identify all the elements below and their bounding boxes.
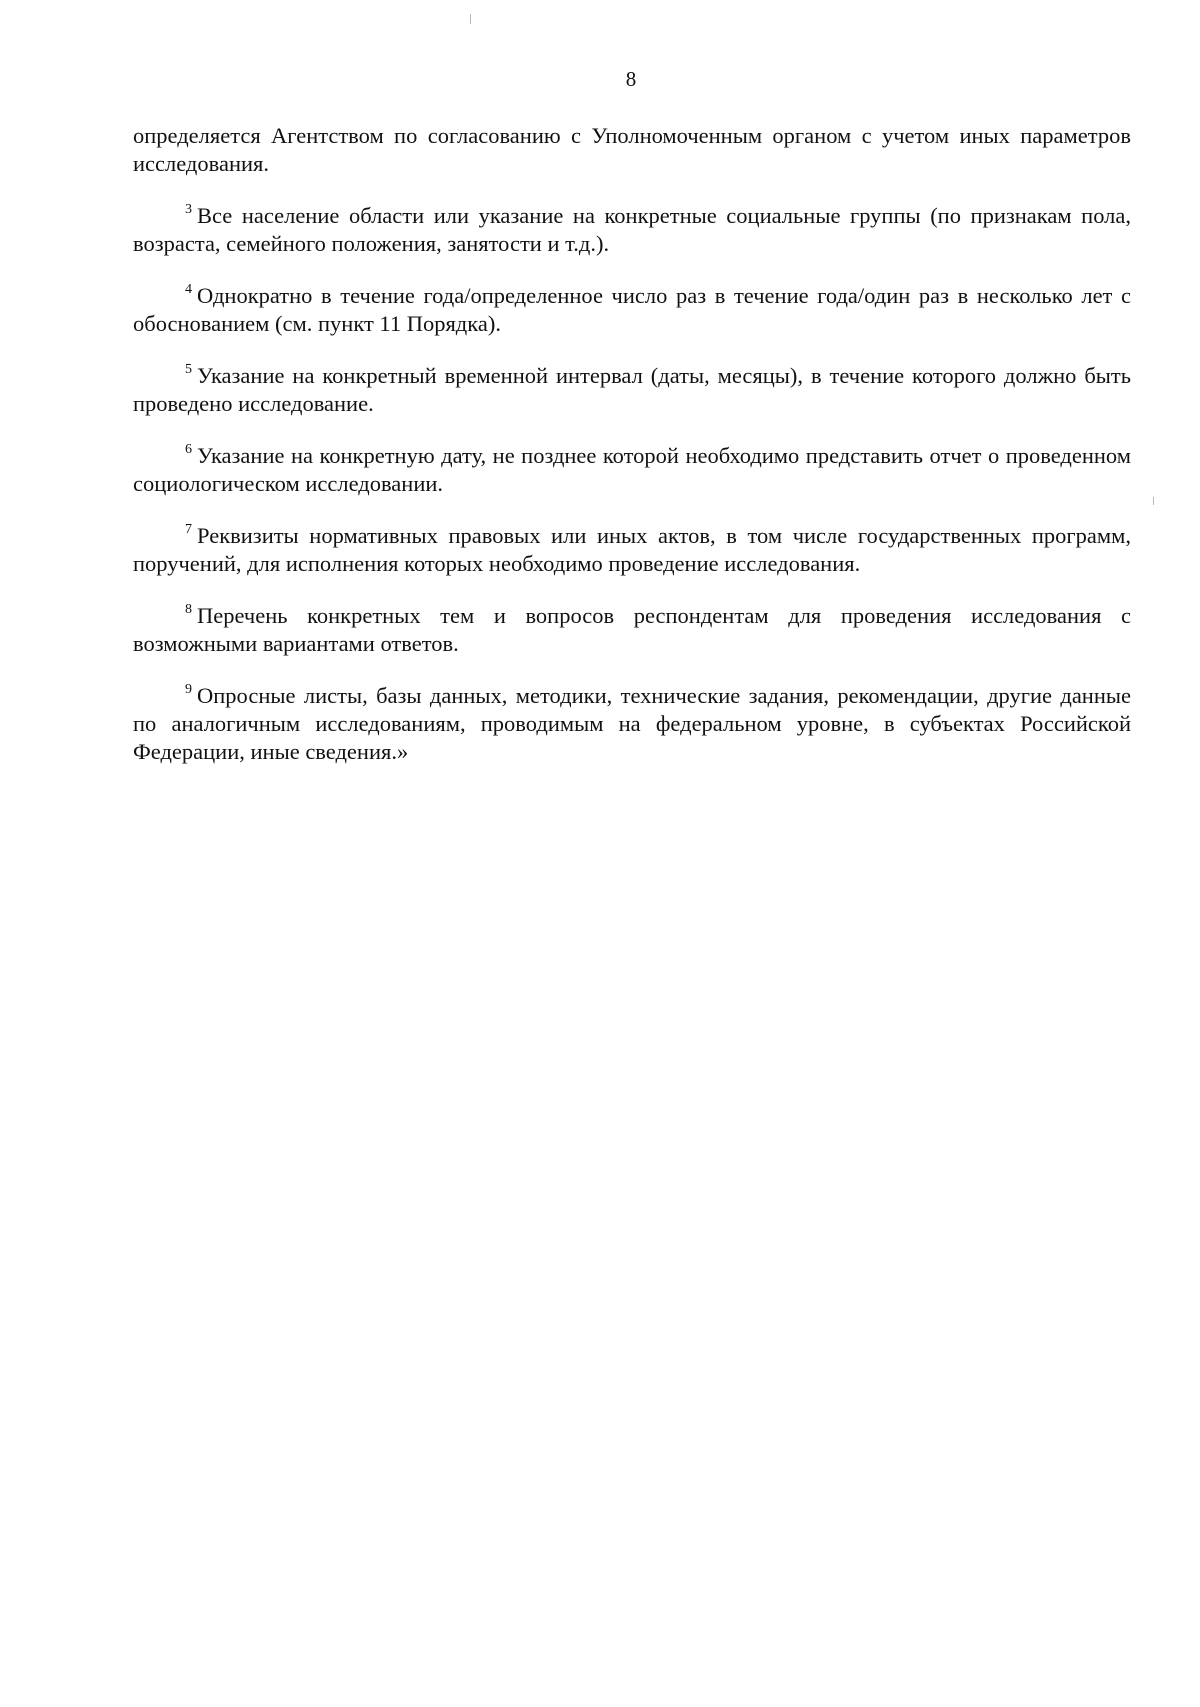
scan-artifact-mark [1153, 497, 1154, 505]
footnote-text: Указание на конкретную дату, не позднее которой необходимо представить отчет о проведенном социологическом исследовании. [133, 443, 1131, 496]
footnote-number: 7 [185, 522, 192, 537]
footnote-text: Реквизиты нормативных правовых или иных актов, в том числе государственных программ, поручений, для исполнения которых необходимо проведение исследования. [133, 523, 1131, 576]
footnote-number: 8 [185, 602, 192, 617]
footnote-9 [133, 682, 1131, 766]
footnote-number: 6 [185, 442, 192, 457]
footnote-7 [133, 522, 1131, 578]
footnote-text: Указание на конкретный временной интервал (даты, месяцы), в течение которого должно быть проведено исследование. [133, 363, 1131, 416]
footnote-text: Опросные листы, базы данных, методики, технические задания, рекомендации, другие данные по аналогичным исследованиям, проводимым на федеральном уровне, в субъектах Российской Федерации, иные сведения.» [133, 683, 1131, 764]
footnote-5 [133, 362, 1131, 418]
footnote-number: 9 [185, 682, 192, 697]
footnote-4 [133, 282, 1131, 338]
footnote-number: 4 [185, 282, 192, 297]
footnote-number: 5 [185, 362, 192, 377]
footnote-text: Все население области или указание на конкретные социальные группы (по признакам пола, возраста, семейного положения, занятости и т.д.). [133, 203, 1131, 256]
footnote-text: Перечень конкретных тем и вопросов респондентам для проведения исследования с возможными вариантами ответов. [133, 603, 1131, 656]
document-body [133, 122, 1131, 790]
footnote-8 [133, 602, 1131, 658]
footnote-text: Однократно в течение года/определенное число раз в течение года/один раз в несколько лет с обоснованием (см. пункт 11 Порядка). [133, 283, 1131, 336]
page-number: 8 [625, 67, 637, 91]
footnote-3 [133, 202, 1131, 258]
footnote-6 [133, 442, 1131, 498]
intro-paragraph: определяется Агентством по согласованию с Уполномоченным органом с учетом иных параметров исследования. [133, 123, 1131, 176]
scan-artifact-mark [470, 14, 471, 24]
footnote-number: 3 [185, 202, 192, 217]
